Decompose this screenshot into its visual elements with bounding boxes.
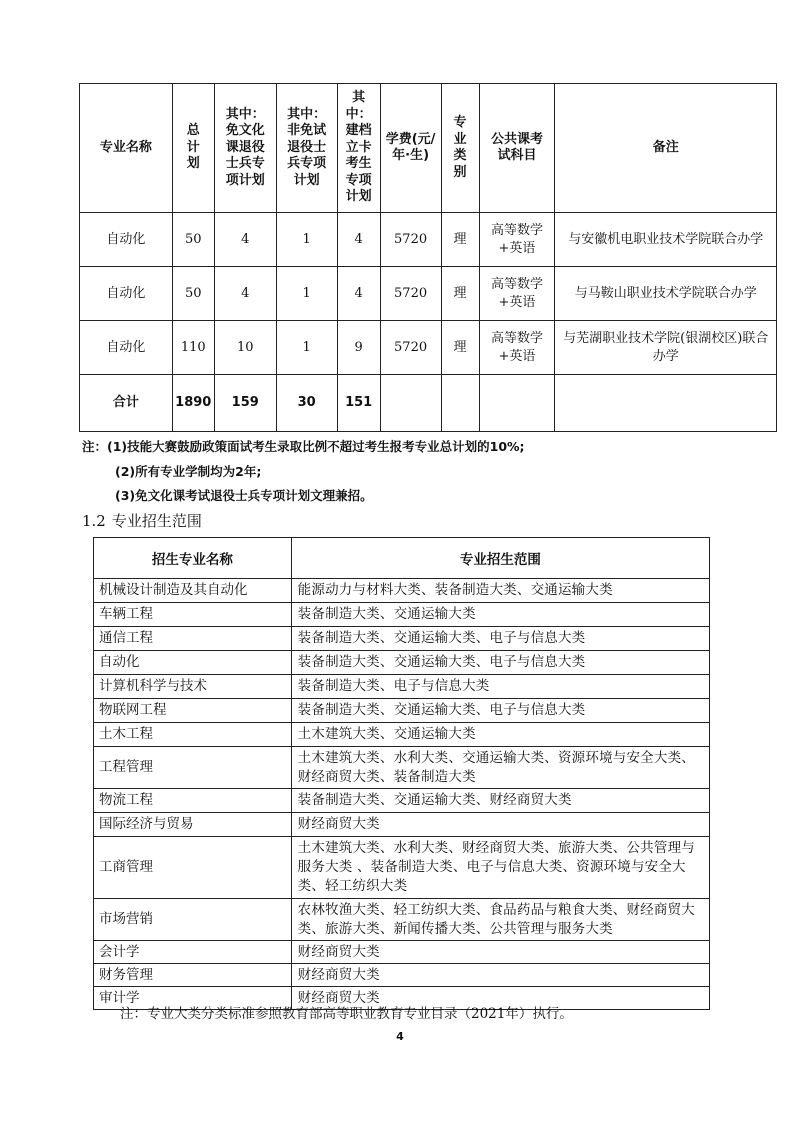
scope: 装备制造大类、交通运输大类、财经商贸大类 (291, 789, 709, 813)
major-name: 国际经济与贸易 (94, 813, 292, 837)
major-name: 物联网工程 (94, 699, 292, 723)
section-number: 1.2 (82, 512, 106, 530)
scope: 农林牧渔大类、轻工纺织大类、食品药品与粮食大类、财经商贸大类、旅游大类、新闻传播大类、公共管理与服务大类 (291, 899, 709, 941)
header-cell: 专业招生范围 (291, 538, 709, 579)
scope: 装备制造大类、交通运输大类、电子与信息大类 (291, 627, 709, 651)
poverty-plan: 151 (337, 375, 380, 432)
exempt-plan: 10 (214, 321, 276, 375)
header-cell: 专业类别 (441, 84, 479, 213)
exempt-plan: 159 (214, 375, 276, 432)
major-name: 会计学 (94, 941, 292, 964)
header-cell: 其中：免文化课退役士兵专项计划 (214, 84, 276, 213)
note-line-2: (2)所有专业学制均为2年; (115, 464, 262, 479)
table-row (80, 267, 777, 321)
scope: 土木建筑大类、水利大类、财经商贸大类、旅游大类、公共管理与服务大类 、装备制造大类、电子与信息大类、资源环境与安全大类、轻工纺织大类 (291, 837, 709, 899)
empty-cell (479, 375, 555, 432)
exempt-plan: 4 (214, 267, 276, 321)
table-row (94, 627, 710, 651)
category: 理 (441, 213, 479, 267)
table-row (94, 941, 710, 964)
remark: 与马鞍山职业技术学院联合办学 (555, 267, 777, 321)
major-name: 车辆工程 (94, 603, 292, 627)
footnote: 注：专业大类分类标准参照教育部高等职业教育专业目录（2021年）执行。 (120, 1006, 573, 1022)
nonexempt-plan: 1 (276, 267, 337, 321)
scope: 财经商贸大类 (291, 964, 709, 987)
category: 理 (441, 321, 479, 375)
table-row (94, 579, 710, 603)
nonexempt-plan: 1 (276, 213, 337, 267)
category: 理 (441, 267, 479, 321)
table-row (94, 964, 710, 987)
header-cell: 公共课考试科目 (479, 84, 555, 213)
table-row (94, 675, 710, 699)
enrollment-scope-table (93, 537, 710, 1010)
major-name: 工程管理 (94, 747, 292, 789)
note-line-1: 注：(1)技能大赛鼓励政策面试考生录取比例不超过考生报考专业总计划的10%; (82, 439, 525, 454)
major-name: 财务管理 (94, 964, 292, 987)
scope: 装备制造大类、交通运输大类、电子与信息大类 (291, 651, 709, 675)
empty-cell (441, 375, 479, 432)
poverty-plan: 9 (337, 321, 380, 375)
header-cell: 总计划 (172, 84, 214, 213)
scope: 财经商贸大类 (291, 987, 709, 1010)
table-row (94, 837, 710, 899)
major-name: 自动化 (80, 267, 173, 321)
scope: 装备制造大类、交通运输大类 (291, 603, 709, 627)
table-row (94, 789, 710, 813)
scope: 财经商贸大类 (291, 941, 709, 964)
page-number: 4 (396, 1030, 404, 1043)
major-name: 自动化 (94, 651, 292, 675)
scope: 财经商贸大类 (291, 813, 709, 837)
major-name: 自动化 (80, 213, 173, 267)
header-cell: 学费(元/年·生) (380, 84, 441, 213)
section-title: 专业招生范围 (111, 512, 202, 530)
table-row (94, 899, 710, 941)
remark: 与安徽机电职业技术学院联合办学 (555, 213, 777, 267)
scope: 装备制造大类、交通运输大类、电子与信息大类 (291, 699, 709, 723)
table-header-row (94, 538, 710, 579)
tuition-fee: 5720 (380, 267, 441, 321)
total-label: 合计 (80, 375, 173, 432)
table-row (94, 723, 710, 747)
header-cell: 其中：非免试退役士兵专项计划 (276, 84, 337, 213)
major-name: 机械设计制造及其自动化 (94, 579, 292, 603)
poverty-plan: 4 (337, 267, 380, 321)
major-name: 自动化 (80, 321, 173, 375)
major-name: 通信工程 (94, 627, 292, 651)
empty-cell (555, 375, 777, 432)
major-name: 计算机科学与技术 (94, 675, 292, 699)
header-cell: 招生专业名称 (94, 538, 292, 579)
total-plan: 50 (172, 267, 214, 321)
table-row (94, 699, 710, 723)
poverty-plan: 4 (337, 213, 380, 267)
table-row (94, 651, 710, 675)
table-row (94, 813, 710, 837)
header-cell: 备注 (555, 84, 777, 213)
nonexempt-plan: 30 (276, 375, 337, 432)
exam-subjects: 高等数学+英语 (479, 213, 555, 267)
enrollment-plan-table (79, 83, 777, 432)
total-plan: 50 (172, 213, 214, 267)
table-row (80, 321, 777, 375)
major-name: 物流工程 (94, 789, 292, 813)
major-name: 工商管理 (94, 837, 292, 899)
major-name: 审计学 (94, 987, 292, 1010)
scope: 装备制造大类、电子与信息大类 (291, 675, 709, 699)
tuition-fee: 5720 (380, 213, 441, 267)
section-heading (82, 510, 202, 531)
scope: 能源动力与材料大类、装备制造大类、交通运输大类 (291, 579, 709, 603)
major-name: 市场营销 (94, 899, 292, 941)
header-cell: 其中：建档立卡考生专项计划 (337, 84, 380, 213)
total-plan: 1890 (172, 375, 214, 432)
major-name: 土木工程 (94, 723, 292, 747)
table-row (80, 213, 777, 267)
total-plan: 110 (172, 321, 214, 375)
remark: 与芜湖职业技术学院(银湖校区)联合办学 (555, 321, 777, 375)
exam-subjects: 高等数学+英语 (479, 321, 555, 375)
nonexempt-plan: 1 (276, 321, 337, 375)
tuition-fee: 5720 (380, 321, 441, 375)
scope: 土木建筑大类、水利大类、交通运输大类、资源环境与安全大类、财经商贸大类、装备制造大类 (291, 747, 709, 789)
exempt-plan: 4 (214, 213, 276, 267)
table-row (94, 603, 710, 627)
scope: 土木建筑大类、交通运输大类 (291, 723, 709, 747)
exam-subjects: 高等数学+英语 (479, 267, 555, 321)
table-row (94, 747, 710, 789)
header-cell: 专业名称 (80, 84, 173, 213)
empty-cell (380, 375, 441, 432)
total-row (80, 375, 777, 432)
note-line-3: (3)免文化课考试退役士兵专项计划文理兼招。 (115, 488, 373, 503)
table-header-row (80, 84, 777, 213)
